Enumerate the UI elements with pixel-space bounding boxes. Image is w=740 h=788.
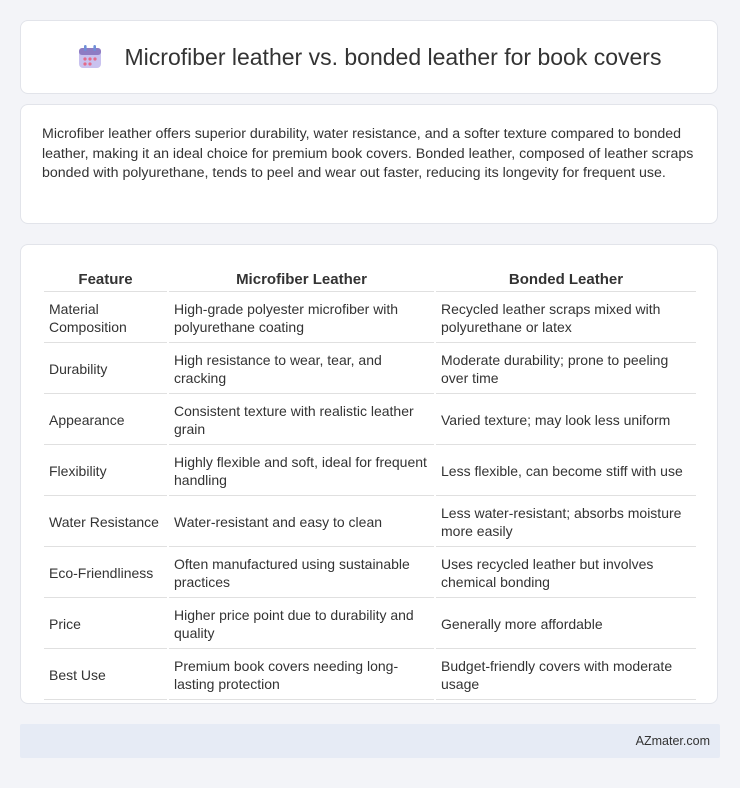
cell-microfiber: Higher price point due to durability and quality	[169, 600, 434, 649]
cell-bonded: Varied texture; may look less uniform	[436, 396, 696, 445]
cell-bonded: Generally more affordable	[436, 600, 696, 649]
cell-bonded: Recycled leather scraps mixed with polyurethane or latex	[436, 294, 696, 343]
cell-feature: Appearance	[44, 396, 167, 445]
cell-bonded: Uses recycled leather but involves chemical bonding	[436, 549, 696, 598]
header-bonded: Bonded Leather	[436, 267, 696, 292]
table-row	[44, 447, 696, 496]
table-row	[44, 294, 696, 343]
comparison-table	[42, 265, 698, 702]
table-row	[44, 498, 696, 547]
footer-brand: AZmater.com	[635, 734, 710, 748]
cell-bonded: Less flexible, can become stiff with use	[436, 447, 696, 496]
cell-microfiber: Consistent texture with realistic leather grain	[169, 396, 434, 445]
title-card	[20, 20, 718, 94]
footer	[20, 724, 720, 758]
cell-feature: Water Resistance	[44, 498, 167, 547]
cell-feature: Material Composition	[44, 294, 167, 343]
cell-feature: Best Use	[44, 651, 167, 700]
cell-microfiber: Often manufactured using sustainable practices	[169, 549, 434, 598]
cell-bonded: Less water-resistant; absorbs moisture more easily	[436, 498, 696, 547]
cell-bonded: Budget-friendly covers with moderate usage	[436, 651, 696, 700]
calendar-icon	[77, 44, 103, 70]
table-row	[44, 345, 696, 394]
cell-microfiber: High resistance to wear, tear, and cracking	[169, 345, 434, 394]
header-feature: Feature	[44, 267, 167, 292]
table-row	[44, 549, 696, 598]
table-header-row	[44, 267, 696, 292]
cell-bonded: Moderate durability; prone to peeling over time	[436, 345, 696, 394]
cell-microfiber: Water-resistant and easy to clean	[169, 498, 434, 547]
summary-text: Microfiber leather offers superior durability, water resistance, and a softer texture compared to bonded leather, making it an ideal choice for premium book covers. Bonded leather, composed of leather scraps bonded with polyurethane, tends to peel and wear out faster, reducing its longevity for frequent use.	[42, 126, 694, 181]
header-microfiber: Microfiber Leather	[169, 267, 434, 292]
cell-feature: Durability	[44, 345, 167, 394]
summary-card	[20, 104, 718, 224]
cell-microfiber: Premium book covers needing long-lasting protection	[169, 651, 434, 700]
cell-microfiber: High-grade polyester microfiber with polyurethane coating	[169, 294, 434, 343]
cell-feature: Flexibility	[44, 447, 167, 496]
table-row	[44, 396, 696, 445]
cell-feature: Eco-Friendliness	[44, 549, 167, 598]
page-title: Microfiber leather vs. bonded leather for book covers	[124, 43, 662, 70]
table-row	[44, 600, 696, 649]
comparison-card	[20, 244, 718, 704]
cell-microfiber: Highly flexible and soft, ideal for frequent handling	[169, 447, 434, 496]
cell-feature: Price	[44, 600, 167, 649]
table-row	[44, 651, 696, 700]
